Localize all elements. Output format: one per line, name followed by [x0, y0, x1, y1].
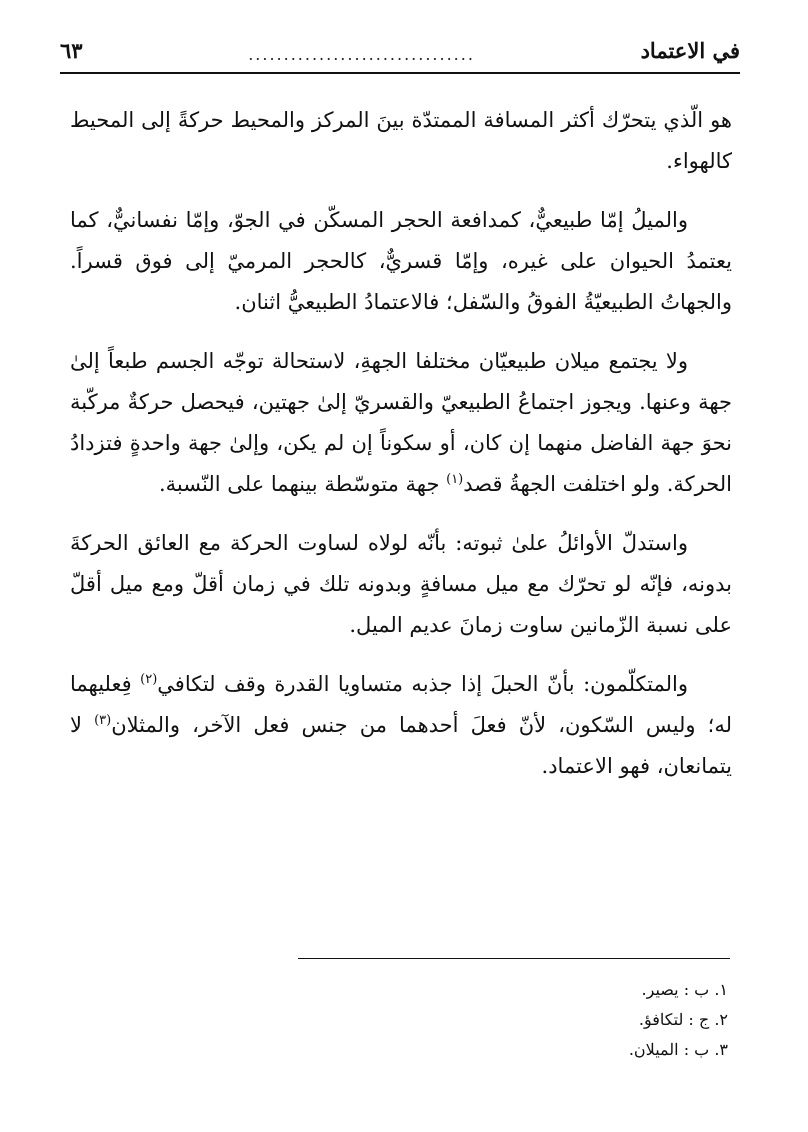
footnote-rule: [298, 958, 730, 959]
paragraph-text: واستدلّ الأوائلُ علىٰ ثبوته: بأنّه لولاه لساوت الحركة مع العائق الحركةَ بدونه، فإنّه لو تحرّك مع ميل مسافةٍ وبدونه تلك في زمان أقلّ ومع ميل أقلّ على نسبة الزّمانين ساوت زمانَ عديم الميل.: [70, 531, 732, 637]
paragraph-text: والمتكلّمون: بأنّ الحبلَ إذا جذبه متساويا القدرة وقف لتكافي: [157, 672, 688, 696]
page-header: [60, 33, 740, 63]
paragraph-text: جهة متوسّطة بينهما على النّسبة.: [159, 472, 447, 496]
paragraph-text: فِعليهما له؛ وليس السّكون، لأنّ فعلَ أحدهما من جنس فعل الآخر، والمثلان: [70, 672, 732, 737]
paragraph-1: [70, 100, 732, 182]
footnote-ref-1[interactable]: (١): [446, 472, 464, 487]
footnote-3: ٣. ب : الميلان.: [628, 1040, 728, 1059]
paragraph-5: [70, 664, 732, 787]
footnote-ref-2[interactable]: (٢): [140, 672, 158, 687]
leader-dots: ................................: [248, 47, 475, 63]
paragraph-text: لا يتمانعان، فهو الاعتماد.: [70, 713, 732, 778]
running-title: في الاعتماد: [640, 38, 740, 63]
page-number: ٦٣: [60, 38, 83, 63]
paragraph-3: [70, 341, 732, 505]
footnotes: [308, 975, 728, 1065]
header-rule: [60, 72, 740, 74]
footnote-2: ٢. ج : لتكافؤ.: [638, 1010, 728, 1029]
paragraph-text: ولا يجتمع ميلان طبيعيّان مختلفا الجهةِ، لاستحالة توجّه الجسم طبعاً إلىٰ جهة وعنها. ويجوز اجتماعُ الطبيعيّ والقسريّ إلىٰ جهتين، فيحصل حركةٌ مركّبة نحوَ جهة الفاضل منهما إن كان، أو سكوناً إن لم يكن، وإلىٰ جهة واحدةٍ فتزدادُ الحركة. ولو اختلفت الجهةُ قصد: [70, 349, 732, 496]
paragraph-4: [70, 523, 732, 646]
footnote-1: ١. ب : يصير.: [641, 980, 728, 999]
main-text: [70, 100, 732, 805]
paragraph-text: والميلُ إمّا طبيعيٌّ، كمدافعة الحجر المسكّن في الجوّ، وإمّا نفسانيٌّ، كما يعتمدُ الحيوان على غيره، وإمّا قسريٌّ، كالحجر المرميّ إلى فوق قسراً. والجهاتُ الطبيعيّةُ الفوقُ والسّفل؛ فالاعتمادُ الطبيعيُّ اثنان.: [70, 208, 732, 314]
footnote-ref-3[interactable]: (٣): [94, 713, 112, 728]
paragraph-text: هو الّذي يتحرّك أكثر المسافة الممتدّة بينَ المركز والمحيط حركةً إلى المحيط كالهواء.: [70, 108, 732, 173]
paragraph-2: [70, 200, 732, 323]
